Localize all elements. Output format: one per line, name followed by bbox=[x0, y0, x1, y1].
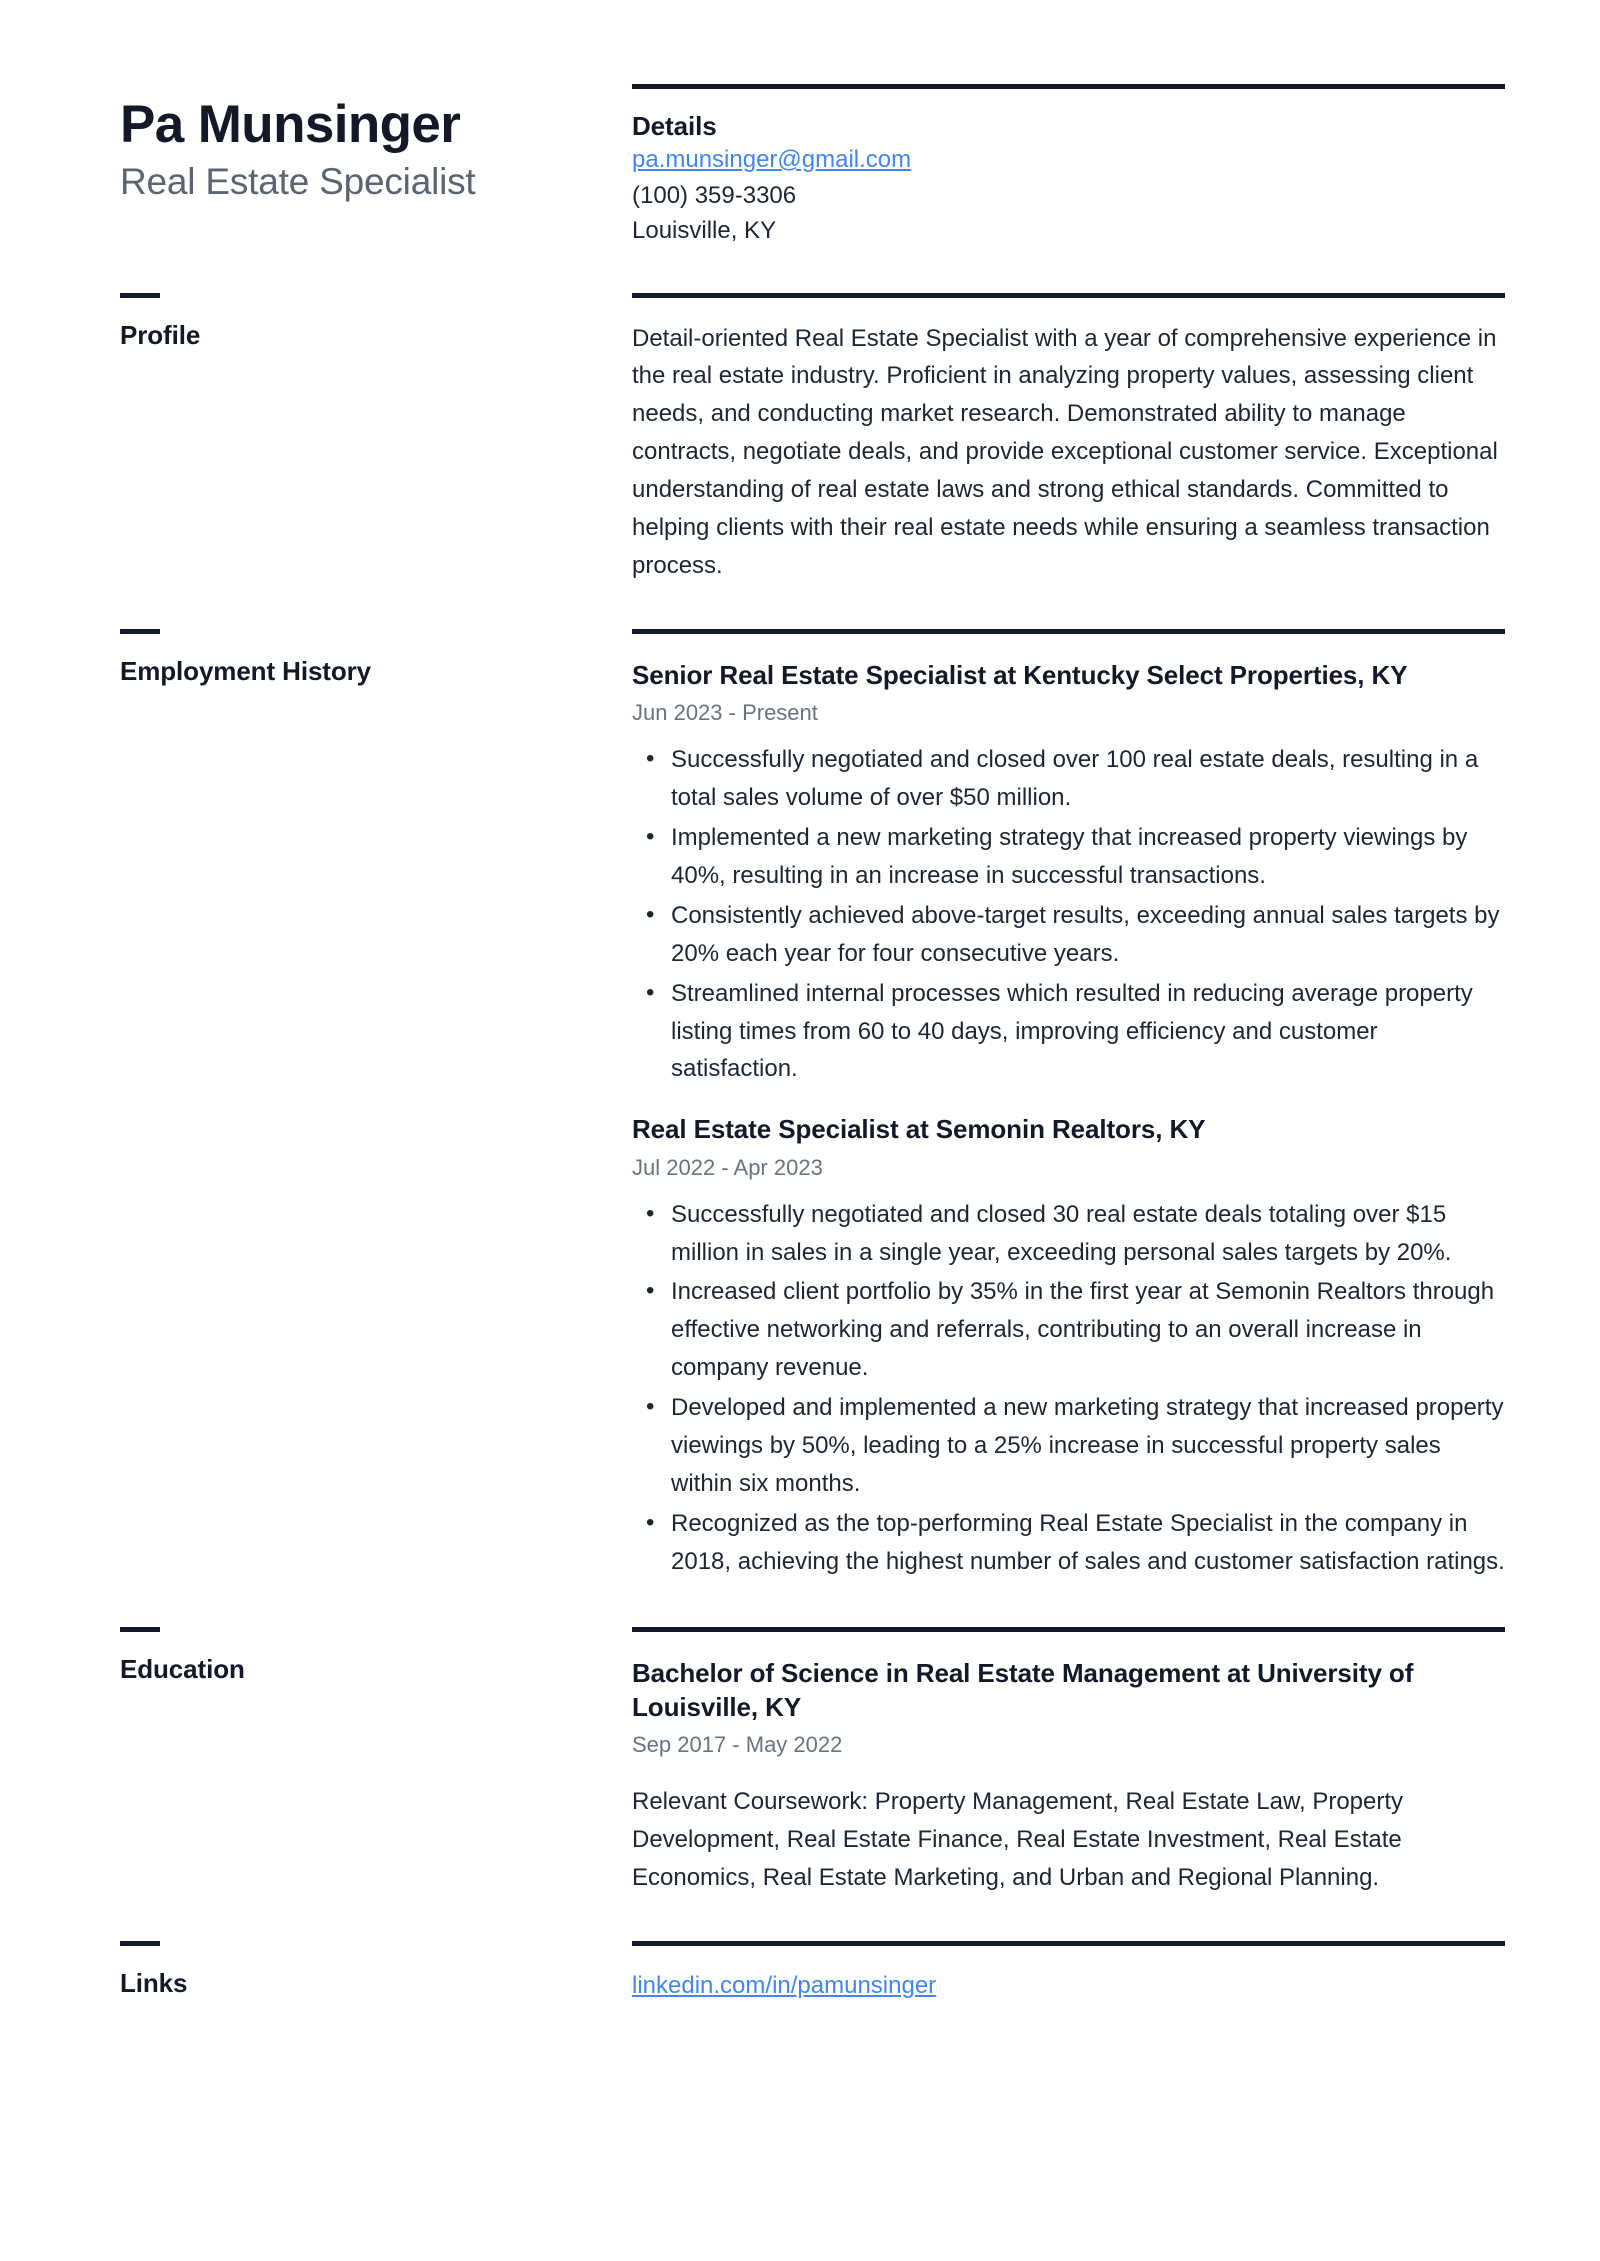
section-rule-education bbox=[632, 1627, 1505, 1632]
list-item: • Implemented a new marketing strategy that increased property viewings by 40%, resulting in an increase in successful transactions. bbox=[671, 819, 1505, 895]
links-list bbox=[632, 1968, 1505, 2004]
list-item: • Successfully negotiated and closed 30 real estate deals totaling over $15 million in sales in a single year, exceeding personal sales targets by 20%. bbox=[671, 1196, 1505, 1272]
job-dates: Jul 2022 - Apr 2023 bbox=[632, 1154, 823, 1180]
employment-label-column bbox=[120, 629, 632, 687]
profile-heading: Profile bbox=[120, 319, 201, 350]
section-rule-details bbox=[632, 84, 1505, 89]
linkedin-link[interactable]: linkedin.com/in/pamunsinger bbox=[632, 1972, 937, 2000]
details-section bbox=[632, 84, 1505, 249]
list-item: • Developed and implemented a new marketing strategy that increased property viewings by 50%, leading to a 25% increase in successful property sales within six months. bbox=[671, 1389, 1505, 1503]
job-title: Senior Real Estate Specialist at Kentucky Select Properties, KY bbox=[632, 659, 1408, 690]
profile-text: Detail-oriented Real Estate Specialist with a year of comprehensive experience in the real estate industry. Proficient in analyzing property values, assessing client needs, and conducting market research. Demonstrated ability to manage contracts, negotiate deals, and provide exceptional customer service. Exceptional understanding of real estate laws and strong ethical standards. Committed to helping clients with their real estate needs while ensuring a seamless transaction process. bbox=[632, 324, 1498, 579]
section-rule-profile bbox=[632, 293, 1505, 298]
education-heading: Education bbox=[120, 1653, 245, 1684]
links-content-column bbox=[632, 1941, 1505, 2004]
education-label-column bbox=[120, 1627, 632, 1685]
profile-section bbox=[120, 293, 1505, 585]
employment-entry bbox=[632, 658, 1505, 1088]
email-link[interactable]: pa.munsinger@gmail.com bbox=[632, 146, 912, 173]
links-section bbox=[120, 1941, 1505, 2004]
page-title: Pa Munsinger bbox=[120, 95, 461, 154]
details-heading: Details bbox=[632, 111, 717, 141]
employment-section bbox=[120, 629, 1505, 1583]
header-job-title: Real Estate Specialist bbox=[120, 161, 476, 203]
degree-title: Bachelor of Science in Real Estate Management at University of Louisville, KY bbox=[632, 1657, 1414, 1723]
resume-header bbox=[120, 84, 1505, 249]
list-item: • Streamlined internal processes which resulted in reducing average property listing times from 60 to 40 days, improving efficiency and customer satisfaction. bbox=[671, 975, 1505, 1089]
employment-content-column bbox=[632, 629, 1505, 1583]
heading-dash-icon bbox=[120, 293, 160, 298]
section-rule-links bbox=[632, 1941, 1505, 1946]
links-label-column bbox=[120, 1941, 632, 1999]
profile-content-column bbox=[632, 293, 1505, 585]
heading-dash-icon bbox=[120, 629, 160, 634]
list-item: • Successfully negotiated and closed over 100 real estate deals, resulting in a total sales volume of over $50 million. bbox=[671, 741, 1505, 817]
spacer bbox=[120, 1583, 1505, 1627]
spacer bbox=[120, 249, 1505, 293]
list-item: • Increased client portfolio by 35% in the first year at Semonin Realtors through effective networking and referrals, contributing to an overall increase in company revenue. bbox=[671, 1273, 1505, 1387]
heading-dash-icon bbox=[120, 1941, 160, 1946]
employment-entry bbox=[632, 1112, 1505, 1580]
profile-label-column bbox=[120, 293, 632, 351]
job-bullet-list bbox=[632, 741, 1505, 1088]
education-section bbox=[120, 1627, 1505, 1897]
spacer bbox=[120, 1897, 1505, 1941]
heading-dash-icon bbox=[120, 1627, 160, 1632]
spacer bbox=[120, 585, 1505, 629]
list-item: • Consistently achieved above-target results, exceeding annual sales targets by 20% each year for four consecutive years. bbox=[671, 897, 1505, 973]
coursework-text: Relevant Coursework: Property Management, Real Estate Law, Property Development, Real Estate Finance, Real Estate Investment, Real Estate Economics, Real Estate Marketing, and Urban and Regional Planning. bbox=[632, 1788, 1404, 1892]
education-content-column bbox=[632, 1627, 1505, 1897]
employment-heading: Employment History bbox=[120, 655, 372, 686]
header-identity bbox=[120, 84, 632, 205]
phone-text: (100) 359-3306 bbox=[632, 181, 797, 209]
job-title: Real Estate Specialist at Semonin Realtors, KY bbox=[632, 1114, 1206, 1145]
list-item: • Recognized as the top-performing Real Estate Specialist in the company in 2018, achieving the highest number of sales and customer satisfaction ratings. bbox=[671, 1505, 1505, 1581]
job-bullet-list bbox=[632, 1196, 1505, 1581]
location-text: Louisville, KY bbox=[632, 217, 777, 245]
links-heading: Links bbox=[120, 1968, 188, 1999]
section-rule-employment bbox=[632, 629, 1505, 634]
degree-dates: Sep 2017 - May 2022 bbox=[632, 1732, 843, 1758]
job-dates: Jun 2023 - Present bbox=[632, 700, 818, 726]
